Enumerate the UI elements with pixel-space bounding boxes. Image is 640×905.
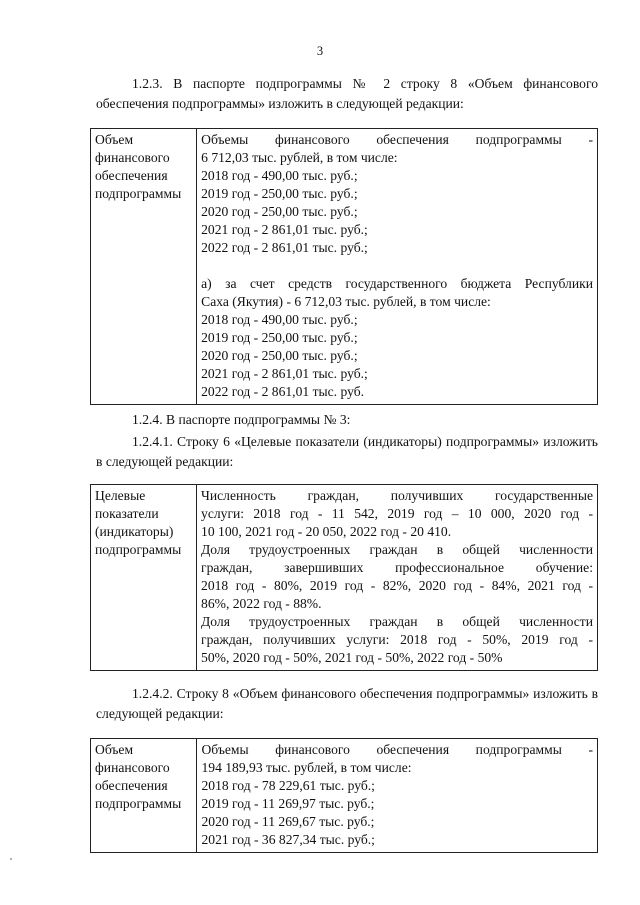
label-line: обеспечения (95, 168, 168, 183)
content-line: 2021 год - 36 827,34 тыс. руб.; (201, 832, 375, 847)
content-line: Численность граждан, получивших государственные (201, 488, 593, 503)
page-number: 3 (316, 44, 324, 58)
content-line: 2019 год - 11 269,97 тыс. руб.; (201, 796, 375, 811)
content-line: 10 100, 2021 год - 20 050, 2022 год - 20 410. (201, 524, 452, 539)
label-line: подпрограммы (95, 796, 182, 811)
content-line: 194 189,93 тыс. рублей, в том числе: (201, 760, 412, 775)
content-line: граждан, завершивших профессиональное обучение: (201, 560, 593, 575)
label-line: показатели (95, 506, 159, 521)
label-line: обеспечения (95, 778, 168, 793)
table-subprogram-3-indicators (90, 484, 598, 671)
content-blank-line (201, 257, 593, 275)
content-line: Объемы финансового обеспечения подпрограммы - (201, 742, 593, 757)
content-line: 2018 год - 80%, 2019 год - 82%, 2020 год - 84%, 2021 год - (201, 578, 593, 593)
content-line: 2022 год - 2 861,01 тыс. руб.; (201, 240, 368, 255)
content-line: а) за счет средств государственного бюджета Республики (201, 276, 593, 291)
row-label-cell (91, 739, 197, 853)
content-line: 6 712,03 тыс. рублей, в том числе: (201, 150, 398, 165)
content-line: 2019 год - 250,00 тыс. руб.; (201, 330, 358, 345)
content-line: Доля трудоустроенных граждан в общей численности (201, 614, 593, 629)
content-line: 2020 год - 11 269,67 тыс. руб.; (201, 814, 375, 829)
content-line: 2018 год - 78 229,61 тыс. руб.; (201, 778, 375, 793)
content-line: 2021 год - 2 861,01 тыс. руб.; (201, 222, 368, 237)
table-row (91, 739, 598, 853)
content-line: 50%, 2020 год - 50%, 2021 год - 50%, 2022 год - 50% (201, 650, 503, 665)
table-row (91, 485, 598, 671)
content-line: услуги: 2018 год - 11 542, 2019 год – 10 000, 2020 год - (201, 506, 593, 521)
paragraph-1-2-4-2: 1.2.4.2. Строку 8 «Объем финансового обеспечения подпрограммы» изложить в следующей редакции: (96, 686, 598, 721)
label-line: финансового (95, 150, 170, 165)
content-line: 2021 год - 2 861,01 тыс. руб.; (201, 366, 368, 381)
row-label-cell (91, 129, 197, 405)
label-line: Объем (95, 742, 134, 757)
label-line: подпрограммы (95, 542, 182, 557)
row-label-cell (91, 485, 197, 671)
scan-speck (10, 858, 12, 860)
content-line: 2018 год - 490,00 тыс. руб.; (201, 168, 358, 183)
content-line: Доля трудоустроенных граждан в общей численности (201, 542, 593, 557)
table-row (91, 129, 598, 405)
label-line: (индикаторы) (95, 524, 174, 539)
content-line: граждан, получивших услуги: 2018 год - 50%, 2019 год - (201, 632, 593, 647)
paragraph-1-2-3: 1.2.3. В паспорте подпрограммы № 2 строку 8 «Объем финансового обеспечения подпрограммы» изложить в следующей редакции: (96, 76, 598, 111)
table-subprogram-2-funding (90, 128, 598, 405)
label-line: Объем (95, 132, 134, 147)
content-line: 2018 год - 490,00 тыс. руб.; (201, 312, 358, 327)
content-line: Саха (Якутия) - 6 712,03 тыс. рублей, в том числе: (201, 294, 491, 309)
content-line: Объемы финансового обеспечения подпрограммы - (201, 132, 593, 147)
content-line: 2020 год - 250,00 тыс. руб.; (201, 204, 358, 219)
row-content-cell (197, 485, 598, 671)
content-line: 86%, 2022 год - 88%. (201, 596, 322, 611)
table-subprogram-3-funding (90, 738, 598, 853)
label-line: подпрограммы (95, 186, 182, 201)
row-content-cell (197, 129, 598, 405)
row-content-cell (197, 739, 598, 853)
label-line: финансового (95, 760, 170, 775)
paragraph-1-2-4-1: 1.2.4.1. Строку 6 «Целевые показатели (индикаторы) подпрограммы» изложить в следующей редакции: (96, 434, 598, 469)
label-line: Целевые (95, 488, 146, 503)
content-line: 2020 год - 250,00 тыс. руб.; (201, 348, 358, 363)
content-line: 2022 год - 2 861,01 тыс. руб. (201, 384, 365, 399)
content-line: 2019 год - 250,00 тыс. руб.; (201, 186, 358, 201)
paragraph-1-2-4: 1.2.4. В паспорте подпрограммы № 3: (132, 412, 351, 427)
